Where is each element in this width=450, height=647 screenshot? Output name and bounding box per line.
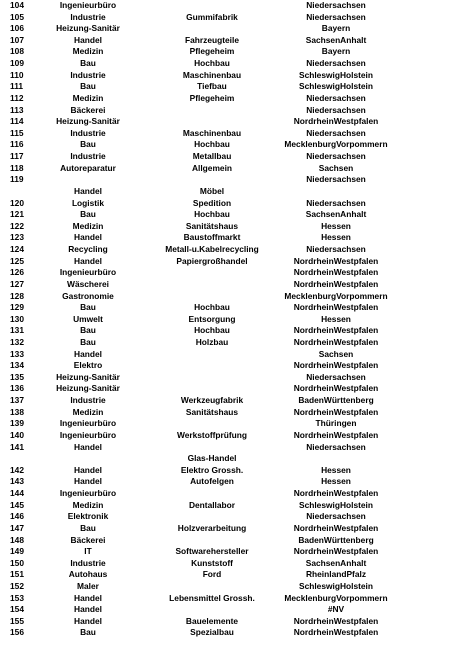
row-number: 118 xyxy=(10,162,24,173)
state-cell: SchleswigHolstein xyxy=(299,81,373,92)
table-row xyxy=(0,139,450,151)
row-number: 156 xyxy=(10,627,24,638)
row-number: 116 xyxy=(10,139,24,150)
state-cell: Hessen xyxy=(321,464,351,475)
row-number: 144 xyxy=(10,488,24,499)
row-number: 128 xyxy=(10,290,24,301)
category-cell: Bau xyxy=(80,627,96,638)
state-cell: Niedersachsen xyxy=(306,441,366,452)
table-row xyxy=(0,558,450,570)
category-cell: Handel xyxy=(74,232,102,243)
row-number: 120 xyxy=(10,197,24,208)
subcategory-cell: Maschinenbau xyxy=(182,69,242,80)
row-number: 121 xyxy=(10,209,24,220)
state-cell: RheinlandPfalz xyxy=(305,569,367,580)
table-row xyxy=(0,349,450,361)
table-row xyxy=(0,616,450,628)
table-row xyxy=(0,407,450,419)
table-row xyxy=(0,604,450,616)
table-row xyxy=(0,430,450,442)
state-cell: NordrheinWestpfalen xyxy=(293,116,379,127)
table-row xyxy=(0,93,450,105)
category-cell: Bau xyxy=(80,522,96,533)
table-row xyxy=(0,128,450,140)
state-cell: NordrheinWestpfalen xyxy=(293,360,379,371)
table-row xyxy=(0,35,450,47)
state-cell: Niedersachsen xyxy=(306,371,366,382)
subcategory-cell: Möbel xyxy=(199,185,225,196)
category-cell: Ingenieurbüro xyxy=(59,429,117,440)
row-number: 134 xyxy=(10,360,24,371)
row-number: 135 xyxy=(10,371,24,382)
row-number: 119 xyxy=(10,174,24,185)
state-cell: NordrheinWestpfalen xyxy=(293,325,379,336)
subcategory-cell: Holzbau xyxy=(195,336,229,347)
row-number: 137 xyxy=(10,395,24,406)
state-cell: Bayern xyxy=(321,23,351,34)
state-cell: Niedersachsen xyxy=(306,174,366,185)
category-cell: Medizin xyxy=(72,220,104,231)
category-cell: Heizung-Sanitär xyxy=(56,371,120,382)
row-number: 150 xyxy=(10,557,24,568)
subcategory-cell: Sanitätshaus xyxy=(185,220,239,231)
subcategory-cell: Dentallabor xyxy=(188,499,236,510)
state-cell: SchleswigHolstein xyxy=(299,581,373,591)
subcategory-cell: Spedition xyxy=(192,197,232,208)
category-cell: Handel xyxy=(74,615,102,626)
state-cell: MecklenburgVorpommern xyxy=(284,290,388,301)
table-row xyxy=(0,383,450,395)
category-cell: Bau xyxy=(80,139,96,150)
row-number: 142 xyxy=(10,464,24,475)
category-cell: Ingenieurbüro xyxy=(59,0,117,10)
state-cell: NordrheinWestpfalen xyxy=(293,546,379,557)
state-cell: #NV xyxy=(327,604,345,615)
category-cell: Bau xyxy=(80,58,96,69)
row-number: 123 xyxy=(10,232,24,243)
table-row xyxy=(0,81,450,93)
category-cell: Elektronik xyxy=(67,511,109,522)
subcategory-cell: Elektro Grossh. xyxy=(180,464,244,475)
row-number: 114 xyxy=(10,116,24,127)
table-row xyxy=(0,163,450,175)
state-cell: NordrheinWestpfalen xyxy=(293,522,379,533)
subcategory-cell: Metall-u.Kabelrecycling xyxy=(165,244,259,255)
category-cell: Industrie xyxy=(70,395,106,406)
state-cell: Niedersachsen xyxy=(306,11,366,22)
category-cell: Handel xyxy=(74,255,102,266)
row-number: 124 xyxy=(10,244,24,255)
row-number: 143 xyxy=(10,476,24,487)
table-row xyxy=(0,360,450,372)
row-number: 110 xyxy=(10,69,24,80)
state-cell: Sachsen xyxy=(318,162,354,173)
row-number: 122 xyxy=(10,220,24,231)
subcategory-cell: Werkzeugfabrik xyxy=(180,395,244,406)
category-cell: Heizung-Sanitär xyxy=(56,383,120,394)
category-cell: Bau xyxy=(80,209,96,220)
subcategory-cell: Maschinenbau xyxy=(182,127,242,138)
category-cell: Industrie xyxy=(70,69,106,80)
subcategory-cell: Baustoffmarkt xyxy=(183,232,241,243)
table-row xyxy=(0,221,450,233)
row-number: 113 xyxy=(10,104,24,115)
table-row xyxy=(0,488,450,500)
table-row xyxy=(0,256,450,268)
category-cell: Autohaus xyxy=(68,569,108,580)
row-number: 125 xyxy=(10,255,24,266)
table-row xyxy=(0,593,450,605)
subcategory-cell: Hochbau xyxy=(194,139,230,150)
row-number: 115 xyxy=(10,127,24,138)
row-number: 107 xyxy=(10,34,24,45)
category-cell: Medizin xyxy=(72,499,104,510)
table-row xyxy=(0,174,450,186)
row-number: 148 xyxy=(10,534,24,545)
subcategory-cell: Hochbau xyxy=(194,302,230,313)
state-cell: BadenWürttenberg xyxy=(298,534,374,545)
state-cell: MecklenburgVorpommern xyxy=(284,139,388,150)
subcategory-cell: Softwarehersteller xyxy=(175,546,249,557)
state-cell: NordrheinWestpfalen xyxy=(293,255,379,266)
category-cell: Ingenieurbüro xyxy=(59,267,117,278)
table-row xyxy=(0,267,450,279)
table-row xyxy=(0,511,450,523)
subcategory-cell: Papiergroßhandel xyxy=(176,255,248,266)
category-cell: Bau xyxy=(80,81,96,92)
state-cell: SchleswigHolstein xyxy=(299,499,373,510)
row-number: 154 xyxy=(10,604,24,615)
table-row xyxy=(0,291,450,303)
category-cell: Ingenieurbüro xyxy=(59,488,117,499)
category-cell: Handel xyxy=(74,464,102,475)
category-cell: Handel xyxy=(74,604,102,615)
state-cell: NordrheinWestpfalen xyxy=(293,383,379,394)
state-cell: NordrheinWestpfalen xyxy=(293,627,379,638)
state-cell: NordrheinWestpfalen xyxy=(293,429,379,440)
row-number: 117 xyxy=(10,151,24,162)
state-cell: Niedersachsen xyxy=(306,127,366,138)
table-row xyxy=(0,476,450,488)
subcategory-cell: Spezialbau xyxy=(190,627,234,638)
table-row xyxy=(0,23,450,35)
state-cell: NordrheinWestpfalen xyxy=(293,336,379,347)
state-cell: Niedersachsen xyxy=(306,58,366,69)
table-row xyxy=(0,209,450,221)
state-cell: NordrheinWestpfalen xyxy=(293,278,379,289)
category-cell: Maler xyxy=(77,581,99,591)
category-cell: Recycling xyxy=(68,244,108,255)
table-row xyxy=(0,337,450,349)
table-row xyxy=(0,465,450,477)
state-cell: NordrheinWestpfalen xyxy=(293,267,379,278)
table-row xyxy=(0,395,450,407)
subcategory-cell: Hochbau xyxy=(194,209,230,220)
row-number: 131 xyxy=(10,325,24,336)
table-row xyxy=(0,500,450,512)
subcategory-cell: Allgemein xyxy=(191,162,233,173)
subcategory-cell: Hochbau xyxy=(194,58,230,69)
table-row xyxy=(0,569,450,581)
row-number: 104 xyxy=(10,0,24,10)
row-number: 132 xyxy=(10,336,24,347)
row-number: 136 xyxy=(10,383,24,394)
subcategory-cell: Metallbau xyxy=(192,151,232,162)
category-cell: Medizin xyxy=(72,406,104,417)
table-row xyxy=(0,232,450,244)
category-cell: Logistik xyxy=(71,197,105,208)
subcategory-cell: Entsorgung xyxy=(188,313,236,324)
subcategory-cell: Autofelgen xyxy=(190,476,234,487)
category-cell: Handel xyxy=(74,476,102,487)
row-number: 133 xyxy=(10,348,24,359)
table-row xyxy=(0,535,450,547)
state-cell: NordrheinWestpfalen xyxy=(293,488,379,499)
state-cell: Niedersachsen xyxy=(306,104,366,115)
table-row xyxy=(0,581,450,593)
category-cell: Medizin xyxy=(72,92,104,103)
row-number: 129 xyxy=(10,302,24,313)
row-number: 147 xyxy=(10,522,24,533)
row-number: 109 xyxy=(10,58,24,69)
table-row xyxy=(0,453,450,465)
category-cell: Industrie xyxy=(70,151,106,162)
row-number: 138 xyxy=(10,406,24,417)
state-cell: SchleswigHolstein xyxy=(299,69,373,80)
state-cell: SachsenAnhalt xyxy=(305,209,367,220)
subcategory-cell: Sanitätshaus xyxy=(185,406,239,417)
category-cell: Bau xyxy=(80,336,96,347)
row-number: 141 xyxy=(10,441,24,452)
row-number: 145 xyxy=(10,499,24,510)
category-cell: Umwelt xyxy=(73,313,103,324)
row-number: 139 xyxy=(10,418,24,429)
table-row xyxy=(0,151,450,163)
category-cell: Autoreparatur xyxy=(60,162,116,173)
table-row xyxy=(0,546,450,558)
row-number: 111 xyxy=(10,81,24,92)
row-number: 140 xyxy=(10,429,24,440)
table-row xyxy=(0,418,450,430)
table-row xyxy=(0,46,450,58)
row-number: 108 xyxy=(10,46,24,57)
subcategory-cell: Lebensmittel Grossh. xyxy=(169,592,255,603)
table-row xyxy=(0,105,450,117)
state-cell: NordrheinWestpfalen xyxy=(293,406,379,417)
category-cell: Heizung-Sanitär xyxy=(56,116,120,127)
row-number: 130 xyxy=(10,313,24,324)
category-cell: Bau xyxy=(80,302,96,313)
row-number: 112 xyxy=(10,92,24,103)
subcategory-cell: Gummifabrik xyxy=(186,11,238,22)
row-number: 149 xyxy=(10,546,24,557)
subcategory-cell: Holzverarbeitung xyxy=(177,522,247,533)
row-number: 106 xyxy=(10,23,24,34)
row-number: 127 xyxy=(10,278,24,289)
state-cell: Bayern xyxy=(321,46,351,57)
category-cell: Medizin xyxy=(72,46,104,57)
category-cell: Ingenieurbüro xyxy=(59,418,117,429)
category-cell: Heizung-Sanitär xyxy=(56,23,120,34)
table-row xyxy=(0,70,450,82)
category-cell: Industrie xyxy=(70,11,106,22)
row-number: 126 xyxy=(10,267,24,278)
state-cell: Hessen xyxy=(321,232,351,243)
subcategory-cell: Pflegeheim xyxy=(189,46,235,57)
table-row xyxy=(0,116,450,128)
table-row xyxy=(0,442,450,454)
state-cell: Hessen xyxy=(321,313,351,324)
state-cell: Niedersachsen xyxy=(306,197,366,208)
category-cell: Handel xyxy=(74,592,102,603)
category-cell: Elektro xyxy=(73,360,103,371)
category-cell: Bäckerei xyxy=(70,104,106,115)
subcategory-cell: Ford xyxy=(202,569,222,580)
category-cell: Handel xyxy=(74,34,102,45)
state-cell: BadenWürttenberg xyxy=(298,395,374,406)
category-cell: Handel xyxy=(74,348,102,359)
row-number: 155 xyxy=(10,615,24,626)
category-cell: Industrie xyxy=(70,127,106,138)
state-cell: Niedersachsen xyxy=(306,511,366,522)
table-row xyxy=(0,627,450,639)
category-cell: IT xyxy=(84,546,92,557)
subcategory-cell: Pflegeheim xyxy=(189,92,235,103)
table-row xyxy=(0,244,450,256)
state-cell: Niedersachsen xyxy=(306,244,366,255)
subcategory-cell: Tiefbau xyxy=(197,81,227,92)
category-cell: Handel xyxy=(74,185,102,196)
table-row xyxy=(0,302,450,314)
table-row xyxy=(0,12,450,24)
state-cell: Thüringen xyxy=(315,418,357,429)
state-cell: Niedersachsen xyxy=(306,0,366,10)
table-row xyxy=(0,0,450,12)
subcategory-cell: Glas-Handel xyxy=(187,453,237,464)
table-row xyxy=(0,279,450,291)
table-row xyxy=(0,58,450,70)
row-number: 105 xyxy=(10,11,24,22)
state-cell: Niedersachsen xyxy=(306,92,366,103)
table-row xyxy=(0,372,450,384)
state-cell: SachsenAnhalt xyxy=(305,557,367,568)
row-number: 153 xyxy=(10,592,24,603)
table-row xyxy=(0,198,450,210)
subcategory-cell: Hochbau xyxy=(194,325,230,336)
subcategory-cell: Werkstoffprüfung xyxy=(176,429,248,440)
table-row xyxy=(0,325,450,337)
table-row xyxy=(0,523,450,535)
subcategory-cell: Bauelemente xyxy=(185,615,239,626)
category-cell: Industrie xyxy=(70,557,106,568)
state-cell: MecklenburgVorpommern xyxy=(284,592,388,603)
category-cell: Bäckerei xyxy=(70,534,106,545)
table-row xyxy=(0,314,450,326)
subcategory-cell: Kunststoff xyxy=(191,557,233,568)
state-cell: NordrheinWestpfalen xyxy=(293,302,379,313)
state-cell: Sachsen xyxy=(318,348,354,359)
table-row xyxy=(0,186,450,198)
state-cell: SachsenAnhalt xyxy=(305,34,367,45)
category-cell: Bau xyxy=(80,325,96,336)
category-cell: Wäscherei xyxy=(67,278,109,289)
state-cell: Hessen xyxy=(321,476,351,487)
category-cell: Handel xyxy=(74,441,102,452)
row-number: 152 xyxy=(10,581,24,591)
subcategory-cell: Fahrzeugteile xyxy=(185,34,239,45)
state-cell: Niedersachsen xyxy=(306,151,366,162)
row-number: 151 xyxy=(10,569,24,580)
state-cell: NordrheinWestpfalen xyxy=(293,615,379,626)
category-cell: Gastronomie xyxy=(62,290,114,301)
state-cell: Hessen xyxy=(321,220,351,231)
row-number: 146 xyxy=(10,511,24,522)
